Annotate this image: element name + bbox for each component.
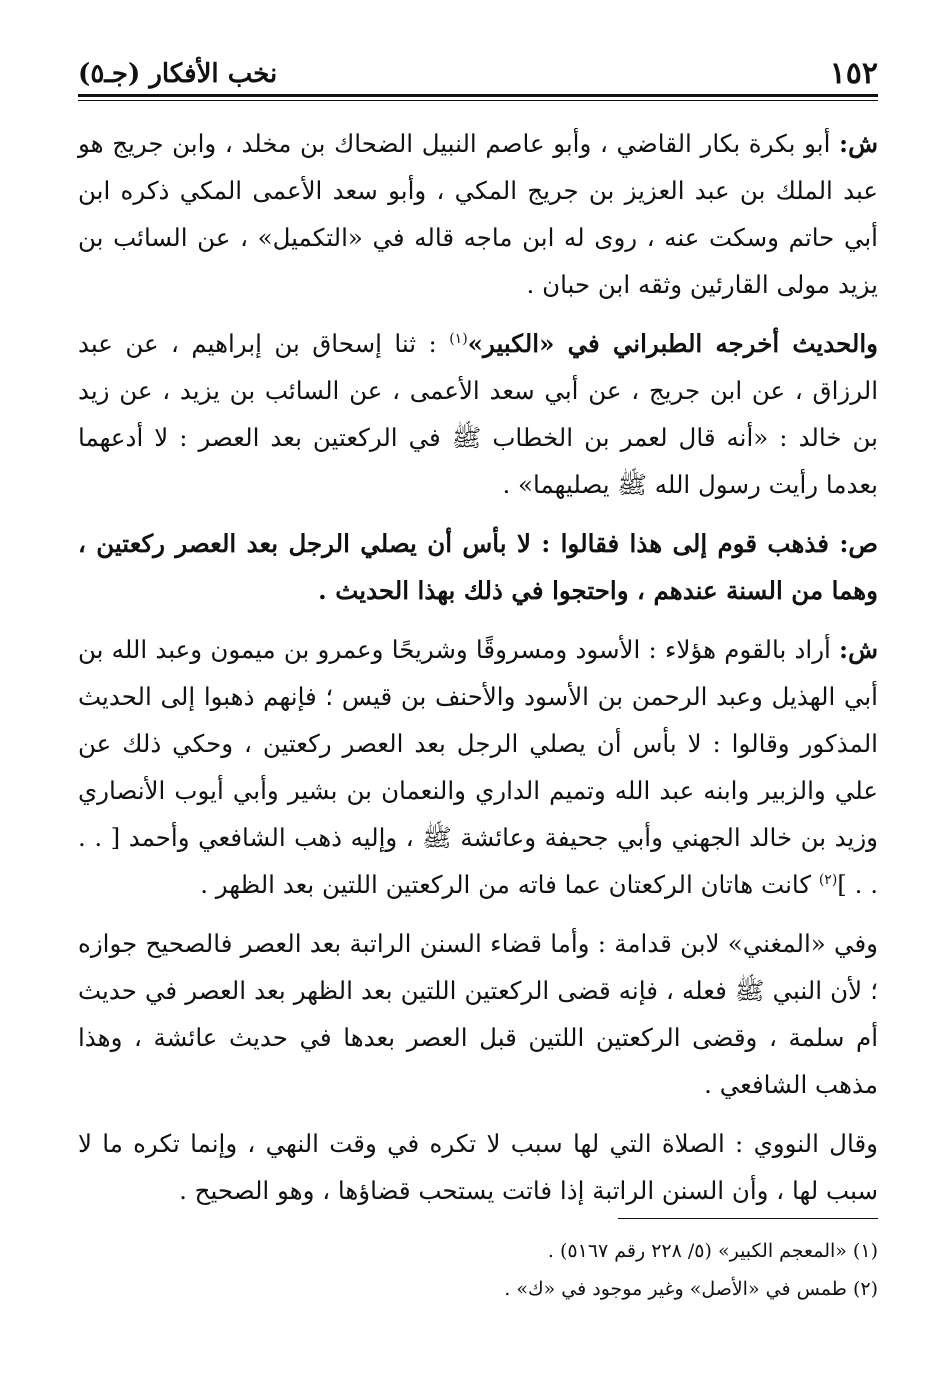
paragraph-6 xyxy=(78,1120,878,1214)
footnotes xyxy=(78,1232,878,1308)
page-header xyxy=(78,48,878,94)
page-number: ١٥٢ xyxy=(829,56,878,91)
footnote-ref-1: (١) xyxy=(449,330,468,347)
paragraph-2 xyxy=(78,320,878,508)
matn-label: ص: xyxy=(839,529,878,558)
paragraph-5 xyxy=(78,920,878,1108)
footnote-1: (١) «المعجم الكبير» (٥/ ٢٢٨ رقم ٥١٦٧) . xyxy=(547,1240,878,1262)
paragraph-text: فذهب قوم إلى هذا فقالوا : لا بأس أن يصلي الرجل بعد العصر ركعتين ، وهما من السنة عندهم ، واحتجوا في ذلك بهذا الحديث . xyxy=(78,529,878,605)
paragraph-4 xyxy=(78,626,878,908)
footnote-separator xyxy=(618,1218,878,1219)
paragraph-text: أبو بكرة بكار القاضي ، وأبو عاصم النبيل الضحاك بن مخلد ، وابن جريج هو عبد الملك بن عبد العزيز بن جريج المكي ، وأبو سعد الأعمى المكي ذكره ابن أبي حاتم وسكت عنه ، روى له ابن ماجه قاله في «التكميل» ، عن السائب بن يزيد مولى القارئين وثقه ابن حبان . xyxy=(78,129,878,299)
header-rule-thick xyxy=(78,94,878,97)
paragraph-text: وقال النووي : الصلاة التي لها سبب لا تكره في وقت النهي ، وإنما تكره ما لا سبب لها ، وأن السنن الراتبة إذا فاتت يستحب قضاؤها ، وهو الصحيح . xyxy=(78,1129,878,1205)
header-rule-thin xyxy=(78,100,878,101)
book-title: نخب الأفكار (جـ٥) xyxy=(78,59,278,89)
footnote-2: (٢) طمس في «الأصل» وغير موجود في «ك» . xyxy=(504,1278,878,1300)
paragraph-text-continued: كانت هاتان الركعتان عما فاته من الركعتين اللتين بعد الظهر . xyxy=(200,870,819,899)
paragraph-text: : ثنا إسحاق بن إبراهيم ، عن عبد الرزاق ، عن ابن جريج ، عن أبي سعد الأعمى ، عن السائب بن يزيد ، عن زيد بن خالد : «أنه قال لعمر بن الخطاب ﷺ في الركعتين بعد العصر : لا أدعهما بعدما رأيت رسول الله ﷺ يصليهما» . xyxy=(78,329,878,499)
paragraph-3 xyxy=(78,520,878,614)
sharh-label: ش: xyxy=(839,635,878,664)
footnote-ref-2: (٢) xyxy=(818,871,838,888)
sharh-label: ش: xyxy=(839,129,878,158)
page-body xyxy=(78,120,878,1226)
paragraph-1 xyxy=(78,120,878,308)
paragraph-bold-lead: والحديث أخرجه الطبراني في «الكبير» xyxy=(467,329,878,358)
paragraph-text: أراد بالقوم هؤلاء : الأسود ومسروقًا وشريحًا وعمرو بن ميمون وعبد الله بن أبي الهذيل وعبد الرحمن بن الأسود والأحنف بن قيس ؛ فإنهم ذهبوا إلى الحديث المذكور وقالوا : لا بأس أن يصلي الرجل بعد العصر ركعتين ، وحكي ذلك عن علي والزبير وابنه عبد الله وتميم الداري والنعمان بن بشير وأبي أيوب الأنصاري وزيد بن خالد الجهني وأبي جحيفة وعائشة ﷺ ، وإليه ذهب الشافعي وأحمد [ . . . . ] xyxy=(78,635,878,899)
paragraph-text: وفي «المغني» لابن قدامة : وأما قضاء السنن الراتبة بعد العصر فالصحيح جوازه ؛ لأن النبي ﷺ فعله ، فإنه قضى الركعتين اللتين بعد الظهر بعد العصر في حديث أم سلمة ، وقضى الركعتين اللتين قبل العصر بعدها في حديث عائشة ، وهذا مذهب الشافعي . xyxy=(78,929,878,1099)
